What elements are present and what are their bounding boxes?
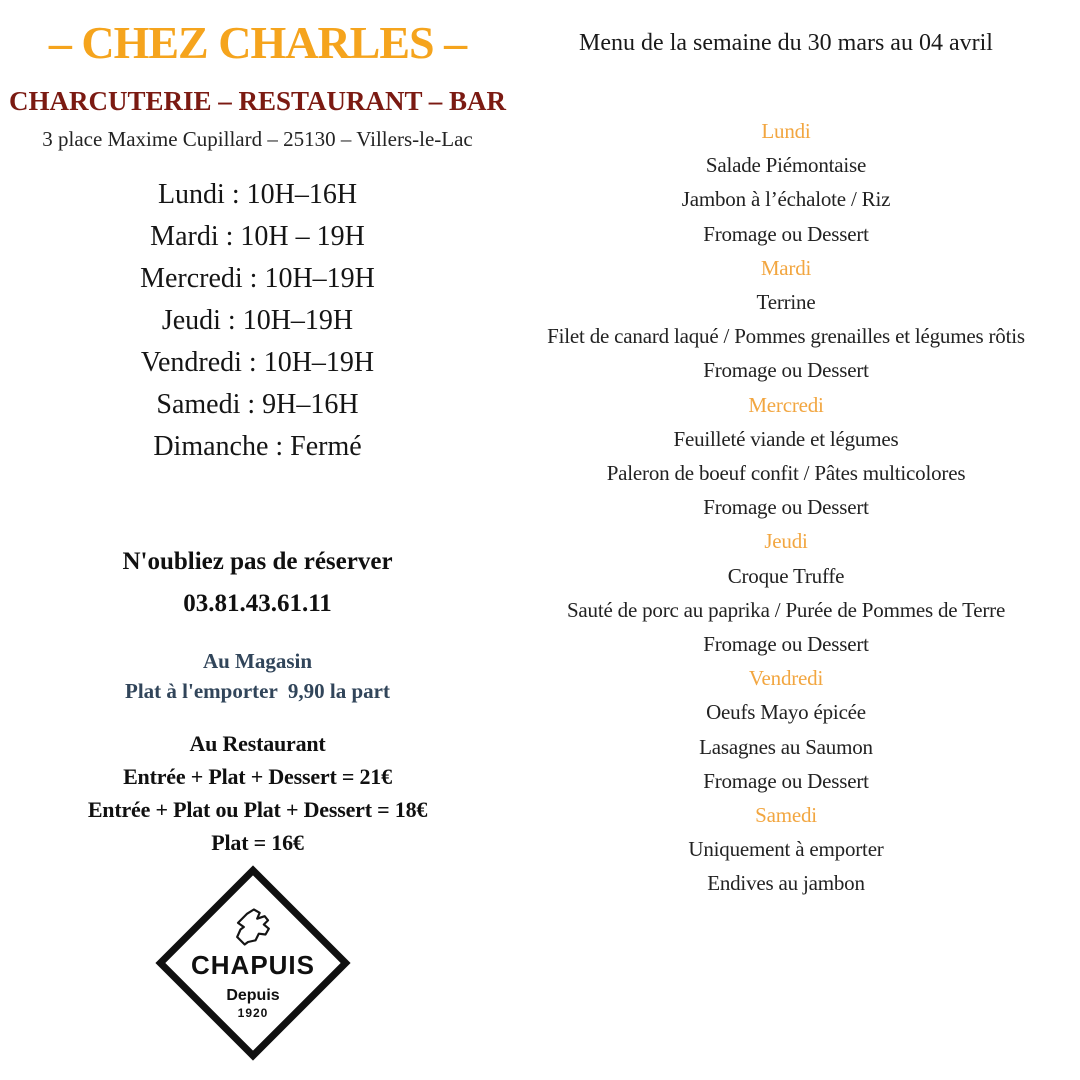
day-heading: Samedi — [755, 803, 817, 828]
restaurant-title: Au Restaurant — [189, 731, 326, 756]
menu-item: Fromage ou Dessert — [703, 495, 869, 520]
opening-hours-line: Samedi : 9H–16H — [156, 389, 359, 420]
magasin-offer: Plat à l'emporter 9,90 la part — [125, 679, 390, 703]
chapuis-emblem-icon — [228, 906, 278, 948]
day-heading: Mercredi — [748, 392, 824, 417]
opening-hours-line: Mardi : 10H – 19H — [150, 221, 365, 252]
menu-item: Fromage ou Dessert — [703, 358, 869, 383]
day-heading: Mardi — [760, 255, 812, 280]
menu-item: Fromage ou Dessert — [703, 768, 869, 793]
week-menu-days — [510, 114, 1062, 901]
menu-item: Endives au jambon — [707, 871, 865, 896]
phone-number: 03.81.43.61.11 — [183, 590, 332, 617]
menu-item: Salade Piémontaise — [705, 153, 867, 178]
menu-item: Oeufs Mayo épicée — [706, 700, 866, 725]
restaurant-formula: Plat = 16€ — [211, 830, 304, 855]
day-heading: Jeudi — [764, 529, 808, 554]
opening-hours-line: Vendredi : 10H–19H — [140, 347, 375, 378]
menu-item: Fromage ou Dessert — [703, 632, 869, 657]
week-menu-column — [510, 0, 1062, 1080]
left-column — [0, 0, 515, 1080]
reservation-note: N'oubliez pas de réserver — [122, 548, 393, 575]
menu-item: Jambon à l’échalote / Riz — [681, 187, 891, 212]
opening-hours-line: Lundi : 10H–16H — [157, 179, 358, 210]
restaurant-formula: Entrée + Plat + Dessert = 21€ — [123, 764, 392, 789]
opening-hours-line: Dimanche : Fermé — [153, 431, 362, 462]
opening-hours-line: Mercredi : 10H–19H — [140, 263, 375, 294]
opening-hours-line: Jeudi : 10H–19H — [161, 305, 354, 336]
chapuis-logo-name: CHAPUIS — [190, 950, 315, 980]
chapuis-logo-content — [184, 894, 322, 1032]
menu-item: Paleron de boeuf confit / Pâtes multicolores — [606, 461, 966, 486]
restaurant-formula: Entrée + Plat ou Plat + Dessert = 18€ — [87, 797, 428, 822]
day-heading: Lundi — [761, 119, 811, 143]
menu-item: Sauté de porc au paprika / Purée de Pommes de Terre — [566, 597, 1006, 622]
day-heading: Vendredi — [748, 666, 824, 691]
chapuis-logo-year: 1920 — [237, 1006, 269, 1020]
menu-item: Fromage ou Dessert — [703, 221, 869, 246]
menu-item: Feuilleté viande et légumes — [673, 426, 899, 451]
brand-title: – CHEZ CHARLES – — [48, 17, 467, 68]
opening-hours-list — [0, 174, 515, 468]
menu-item: Terrine — [756, 290, 816, 315]
magasin-title: Au Magasin — [202, 649, 313, 673]
brand-address: 3 place Maxime Cupillard – 25130 – Villers-le-Lac — [42, 127, 473, 151]
menu-item: Croque Truffe — [727, 563, 845, 588]
chapuis-logo — [155, 865, 350, 1060]
reservation-section — [0, 541, 515, 625]
magasin-section — [0, 646, 515, 706]
menu-item: Lasagnes au Saumon — [699, 734, 873, 759]
brand-subtitle: CHARCUTERIE – RESTAURANT – BAR — [8, 86, 507, 116]
restaurant-section — [0, 727, 515, 859]
menu-item: Uniquement à emporter — [688, 837, 884, 862]
chapuis-logo-since-label: Depuis — [226, 987, 280, 1004]
menu-item: Filet de canard laqué / Pommes grenailles et légumes rôtis — [547, 324, 1025, 349]
week-menu-title: Menu de la semaine du 30 mars au 04 avril — [579, 30, 993, 56]
